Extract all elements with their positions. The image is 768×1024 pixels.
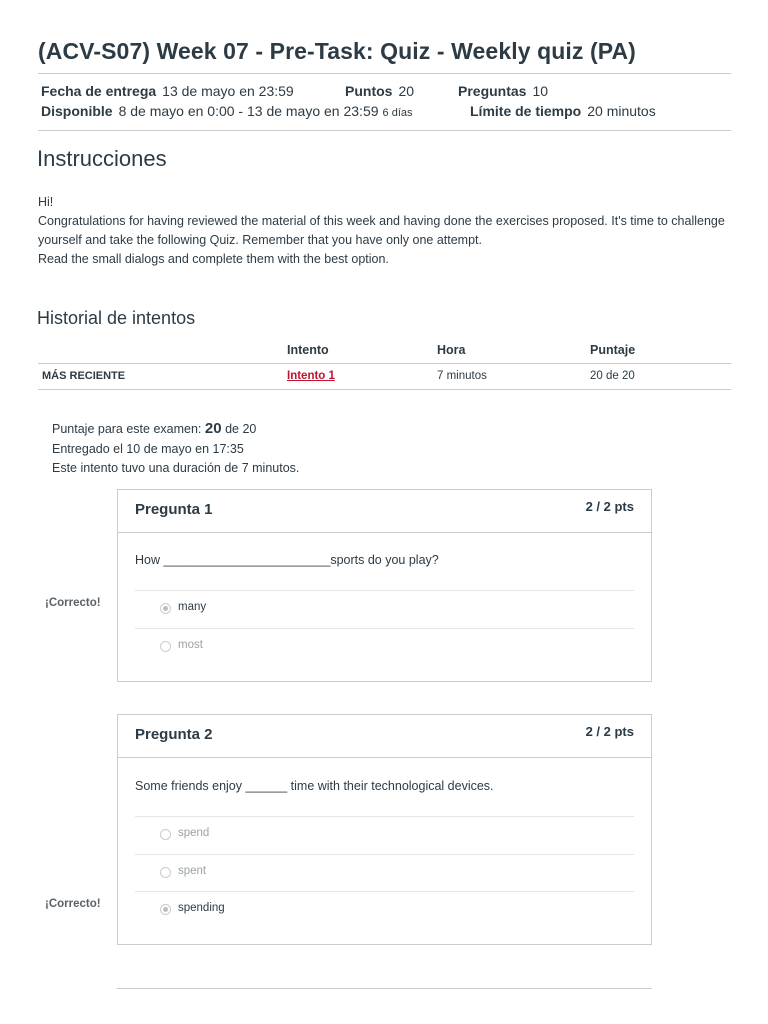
available-value: 8 de mayo en 0:00 - 13 de mayo en 23:59 bbox=[118, 103, 379, 119]
question-header bbox=[118, 715, 651, 758]
answer-option[interactable] bbox=[135, 891, 634, 929]
question-text: Some friends enjoy ______ time with their technological devices. bbox=[135, 779, 494, 793]
attempt-time: 7 minutos bbox=[437, 363, 590, 389]
score-value: 20 bbox=[204, 420, 222, 437]
answer-option[interactable] bbox=[135, 816, 634, 854]
instructions-line: Read the small dialogs and complete them with the best option. bbox=[38, 252, 389, 266]
answer-label: most bbox=[178, 639, 203, 651]
available-days: 6 días bbox=[382, 107, 413, 119]
attempt-history-heading: Historial de intentos bbox=[37, 308, 196, 328]
points-info bbox=[345, 83, 414, 99]
answer-label: spending bbox=[178, 902, 225, 914]
radio-selected-icon[interactable] bbox=[160, 603, 171, 614]
answer-label: spend bbox=[178, 827, 210, 839]
due-date bbox=[41, 83, 294, 99]
answer-option[interactable] bbox=[135, 854, 634, 892]
column-header-score: Puntaje bbox=[590, 338, 731, 363]
time-limit bbox=[470, 103, 656, 119]
attempt-history-table bbox=[38, 338, 731, 390]
instructions-line: Hi! bbox=[38, 195, 54, 209]
most-recent-label: MÁS RECIENTE bbox=[38, 363, 287, 389]
questions-label: Preguntas bbox=[458, 83, 527, 99]
meta-divider bbox=[38, 130, 731, 131]
answer-option[interactable] bbox=[135, 628, 634, 666]
radio-icon[interactable] bbox=[160, 641, 171, 652]
question-header bbox=[118, 490, 651, 533]
questions-info bbox=[458, 83, 548, 99]
available-label: Disponible bbox=[41, 103, 113, 119]
column-header bbox=[38, 338, 287, 363]
quiz-title: (ACV-S07) Week 07 - Pre-Task: Quiz - Weekly quiz (PA) bbox=[38, 38, 636, 64]
due-label: Fecha de entrega bbox=[41, 83, 157, 99]
table-row bbox=[38, 363, 731, 389]
radio-selected-icon[interactable] bbox=[160, 904, 171, 915]
score-suffix: de 20 bbox=[225, 422, 257, 436]
radio-icon[interactable] bbox=[160, 829, 171, 840]
table-header-row bbox=[38, 338, 731, 363]
correct-flag: ¡Correcto! bbox=[45, 597, 117, 609]
questions-value: 10 bbox=[532, 83, 549, 99]
time-limit-label: Límite de tiempo bbox=[470, 103, 582, 119]
column-header-time: Hora bbox=[437, 338, 590, 363]
header-divider bbox=[38, 73, 731, 74]
attempt-link[interactable]: Intento 1 bbox=[287, 370, 335, 382]
score-prefix: Puntaje para este examen: bbox=[52, 422, 202, 436]
answer-option[interactable] bbox=[135, 590, 634, 628]
answer-label: many bbox=[178, 601, 207, 613]
instructions-heading: Instrucciones bbox=[37, 146, 167, 171]
column-header-attempt: Intento bbox=[287, 338, 437, 363]
question-points: 2 / 2 pts bbox=[585, 499, 634, 514]
question-title: Pregunta 2 bbox=[135, 726, 213, 743]
time-limit-value: 20 minutos bbox=[587, 103, 656, 119]
question-text: How ________________________sports do you play? bbox=[135, 553, 439, 567]
points-label: Puntos bbox=[345, 83, 393, 99]
submitted-line: Entregado el 10 de mayo en 17:35 bbox=[52, 441, 244, 456]
points-value: 20 bbox=[398, 83, 415, 99]
attempt-score: 20 de 20 bbox=[590, 363, 731, 389]
due-value: 13 de mayo en 23:59 bbox=[162, 83, 294, 99]
instructions-line: Congratulations for having reviewed the material of this week and having done the exercises proposed. It's time to challenge yourself and take the following Quiz. Remember that you have only one attempt. bbox=[38, 214, 725, 247]
question-1 bbox=[117, 489, 652, 682]
radio-icon[interactable] bbox=[160, 867, 171, 878]
question-points: 2 / 2 pts bbox=[585, 724, 634, 739]
correct-flag: ¡Correcto! bbox=[45, 898, 117, 910]
question-2 bbox=[117, 714, 652, 945]
availability bbox=[41, 103, 413, 119]
question-title: Pregunta 1 bbox=[135, 501, 213, 518]
next-question-border bbox=[117, 988, 652, 989]
score-line bbox=[52, 419, 299, 440]
score-summary bbox=[52, 419, 299, 479]
answer-label: spent bbox=[178, 865, 207, 877]
instructions-body bbox=[38, 193, 728, 269]
duration-line: Este intento tuvo una duración de 7 minutos. bbox=[52, 461, 300, 475]
